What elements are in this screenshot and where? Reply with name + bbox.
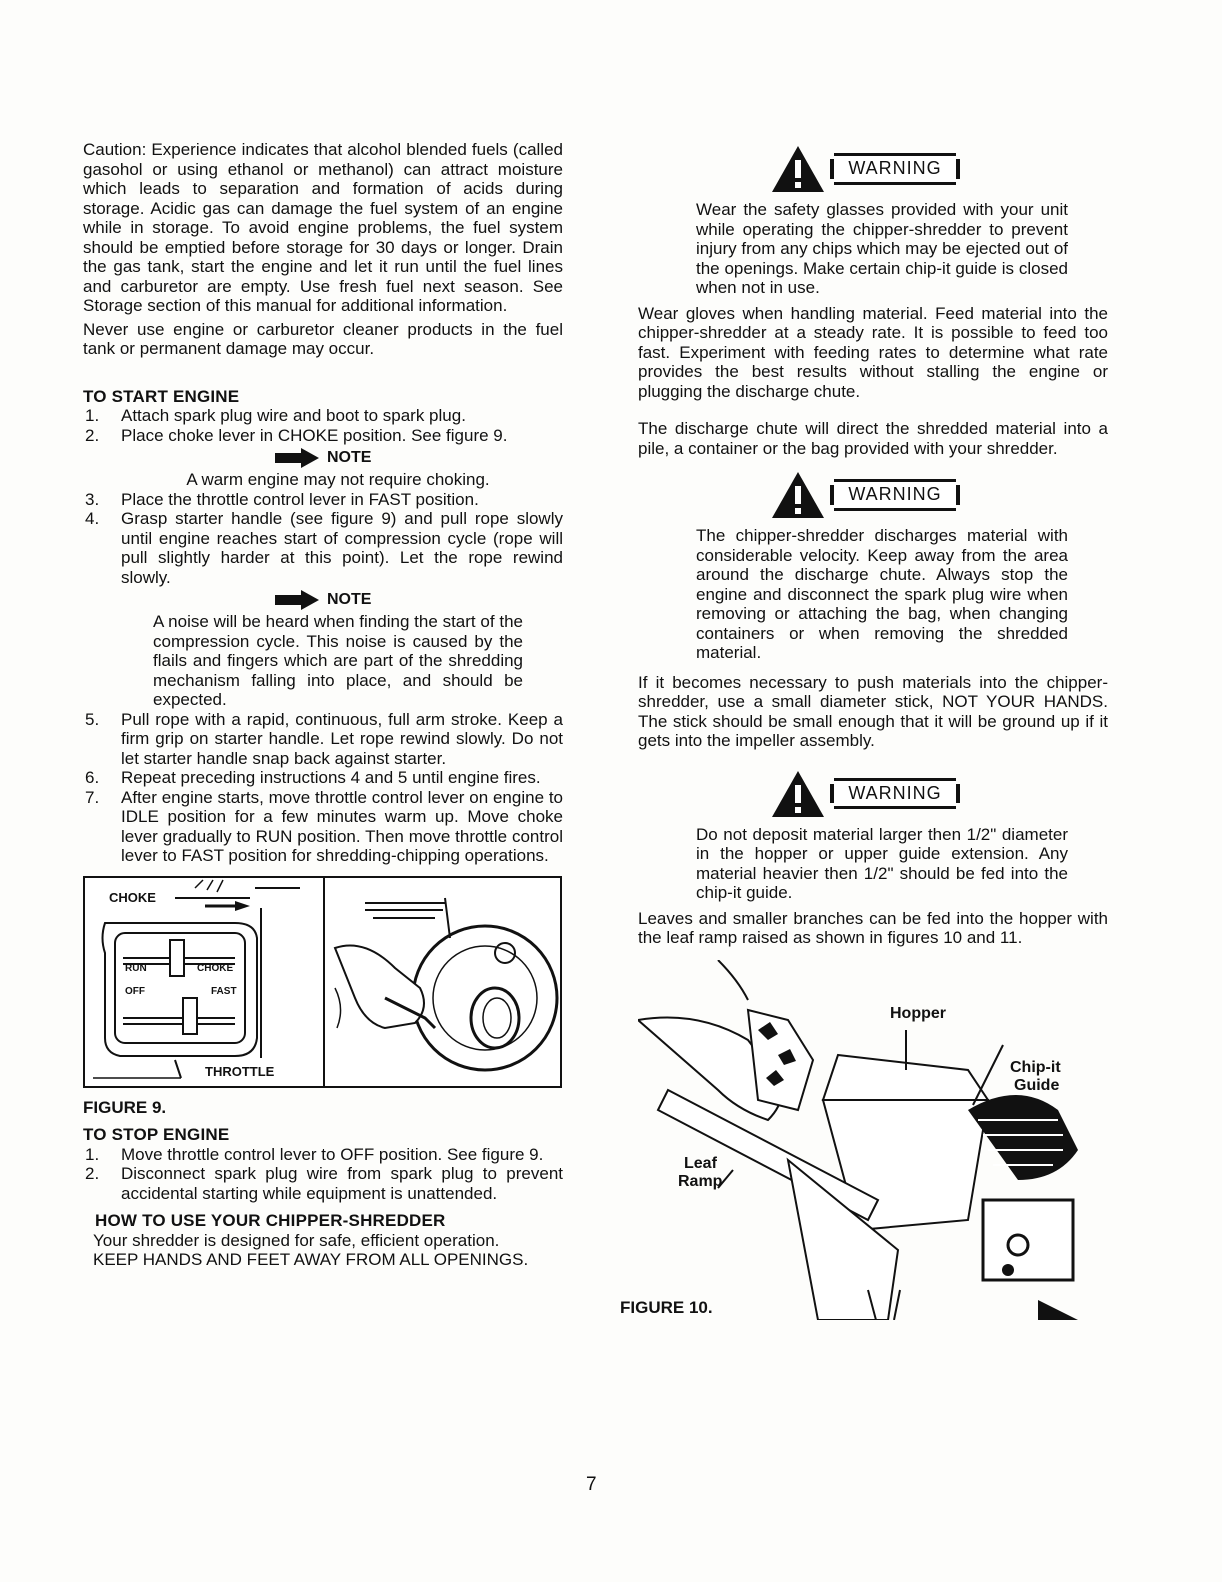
page-number: 7 xyxy=(586,1474,597,1495)
figure-9-illustration xyxy=(83,876,562,1088)
howto-line-1: Your shredder is designed for safe, efficient operation. xyxy=(93,1230,500,1250)
leaves-paragraph: Leaves and smaller branches can be fed into the hopper with the leaf ramp raised as shown in figures 10 and 11. xyxy=(638,908,1108,947)
step-number: 1. xyxy=(85,1144,100,1164)
howto-heading: HOW TO USE YOUR CHIPPER-SHREDDER xyxy=(95,1211,446,1230)
chip-it-label: Chip-it xyxy=(1010,1058,1061,1076)
list-item xyxy=(83,426,563,446)
warning-header-2 xyxy=(618,470,1108,520)
guide-label: Guide xyxy=(1014,1076,1060,1094)
warning-triangle-icon xyxy=(770,769,826,819)
caution-paragraph: Caution: Experience indicates that alcohol blended fuels (called gasohol or using ethanol or methanol) can attract moisture which leads to separation and formation of acids during storage. Acidic gas can damage the fuel system of an engine while in storage. To avoid engine problems, the fuel system should be emptied before storage for 30 days or longer. Drain the gas tank, start the engine and let it run until the fuel lines and carburetor are empty. Use fresh fuel next season. See Storage section of this manual for additional information. xyxy=(83,140,563,315)
arrow-right-icon xyxy=(275,448,319,468)
step-text: Disconnect spark plug wire from spark plug to prevent accidental starting while equipment is unattended. xyxy=(121,1164,563,1203)
warning-triangle-icon xyxy=(770,144,826,194)
step-number: 6. xyxy=(85,768,100,787)
step-text: Place the throttle control lever in FAST position. xyxy=(121,489,479,509)
fast-label: FAST xyxy=(211,985,237,997)
list-item xyxy=(83,509,563,587)
off-label: OFF xyxy=(125,985,145,997)
hopper-label: Hopper xyxy=(890,1004,946,1022)
start-steps-b xyxy=(83,490,563,588)
gloves-paragraph: Wear gloves when handling material. Feed material into the chipper-shredder at a steady rate. It is possible to feed too fast. Experiment with feeding rates to determine what rate provides the best results without stalling the engine or plugging the discharge chute. xyxy=(638,303,1108,401)
control-panel-drawing xyxy=(85,878,323,1086)
list-item xyxy=(83,1145,563,1165)
starter-pull-drawing xyxy=(325,878,560,1086)
hopper-drawing xyxy=(638,960,1098,1320)
howto-line-2: KEEP HANDS AND FEET AWAY FROM ALL OPENINGS. xyxy=(93,1250,529,1269)
discharge-paragraph: The discharge chute will direct the shredded material into a pile, a container or the bag provided with your shredder. xyxy=(638,419,1108,458)
leaf-label: Leaf xyxy=(684,1154,717,1172)
stop-steps xyxy=(83,1145,563,1204)
start-steps-c xyxy=(83,710,563,866)
step-text: Grasp starter handle (see figure 9) and pull rope slowly until engine reaches start of compression cycle (rope will pull slightly harder at this point). Let the rope rewind slowly. xyxy=(121,509,563,587)
step-text: Pull rope with a rapid, continuous, full arm stroke. Keep a firm grip on starter handle. Let rope rewind slowly. Do not let starter handle snap back against starter. xyxy=(121,709,563,768)
note-1 xyxy=(83,448,563,468)
start-engine-heading: TO START ENGINE xyxy=(83,386,240,406)
figure-10-caption: FIGURE 10. xyxy=(620,1297,713,1317)
list-item xyxy=(83,768,563,788)
push-paragraph: If it becomes necessary to push materials into the chipper-shredder, use a small diameter stick, NOT YOUR HANDS. The stick should be small enough that it will be ground up if it gets into the impeller assembly. xyxy=(638,672,1108,750)
warning-label: WARNING xyxy=(834,479,955,511)
step-number: 4. xyxy=(85,509,100,528)
right-column xyxy=(620,140,1108,1320)
list-item xyxy=(83,490,563,510)
step-number: 5. xyxy=(85,709,100,729)
step-text: After engine starts, move throttle control lever on engine to IDLE position for a few minutes warm up. Move choke lever gradually to RUN position. Then move throttle control lever to FAST position for shredding-chipping operations. xyxy=(121,787,563,865)
choke-label: CHOKE xyxy=(109,889,156,905)
arrow-right-icon xyxy=(275,590,319,610)
warning-2-text: The chipper-shredder discharges material with considerable velocity. Keep away from the area around the discharge chute. Always stop the engine and disconnect the spark plug wire when removing or attaching the bag, when changing containers or when removing the shredded material. xyxy=(696,526,1068,662)
note-label: NOTE xyxy=(327,591,372,609)
note-label: NOTE xyxy=(327,449,372,467)
step-text: Repeat preceding instructions 4 and 5 until engine fires. xyxy=(121,768,541,787)
figure-9-caption: FIGURE 9. xyxy=(83,1097,167,1117)
start-steps-a xyxy=(83,406,563,445)
run-label: RUN xyxy=(125,962,147,974)
step-text: Place choke lever in CHOKE position. See figure 9. xyxy=(121,425,508,445)
warning-label: WARNING xyxy=(834,153,955,185)
note-1-text: A warm engine may not require choking. xyxy=(186,470,490,489)
warning-label: WARNING xyxy=(834,778,955,810)
list-item xyxy=(83,788,563,866)
warning-1-text: Wear the safety glasses provided with your unit while operating the chipper-shredder to prevent injury from any chips which may be ejected out of the openings. Make certain chip-it guide is closed when not in use. xyxy=(696,200,1068,297)
never-use-paragraph: Never use engine or carburetor cleaner products in the fuel tank or permanent damage may occur. xyxy=(83,319,563,358)
throttle-label: THROTTLE xyxy=(205,1063,275,1079)
left-column xyxy=(83,140,563,1270)
step-text: Move throttle control lever to OFF position. See figure 9. xyxy=(121,1144,544,1164)
warning-header-1 xyxy=(618,144,1108,194)
stop-engine-heading: TO STOP ENGINE xyxy=(83,1125,230,1144)
step-number: 1. xyxy=(85,406,100,425)
step-number: 3. xyxy=(85,489,100,509)
list-item xyxy=(83,1164,563,1203)
list-item xyxy=(83,406,563,426)
step-number: 2. xyxy=(85,1164,100,1183)
warning-3-text: Do not deposit material larger then 1/2" diameter in the hopper or upper guide extension. Any material heavier then 1/2" should be fed into the chip-it guide. xyxy=(696,824,1068,902)
note-2-text: A noise will be heard when finding the start of the compression cycle. This noise is caused by the flails and fingers which are part of the shredding mechanism falling into place, and should be expected. xyxy=(153,612,523,709)
warning-header-3 xyxy=(618,769,1108,819)
note-2 xyxy=(83,590,563,610)
ramp-label: Ramp xyxy=(678,1172,723,1190)
step-text: Attach spark plug wire and boot to spark plug. xyxy=(121,406,466,425)
figure-10-illustration xyxy=(620,960,1098,1320)
warning-triangle-icon xyxy=(770,470,826,520)
list-item xyxy=(83,710,563,769)
step-number: 2. xyxy=(85,425,100,445)
choke-small-label: CHOKE xyxy=(197,962,234,974)
step-number: 7. xyxy=(85,787,100,807)
